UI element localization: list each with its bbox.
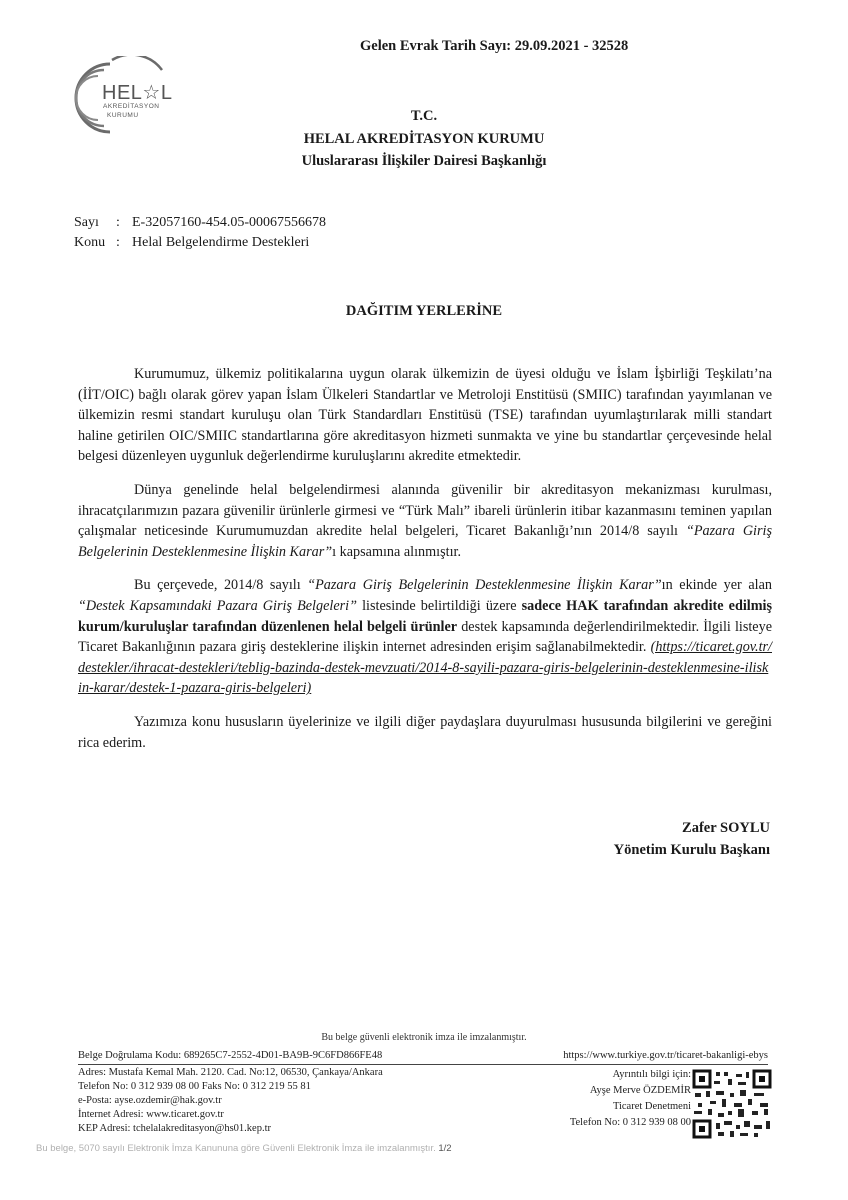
incoming-document-stamp: Gelen Evrak Tarih Sayı: 29.09.2021 - 32528	[360, 38, 629, 54]
signatory-title: Yönetim Kurulu Başkanı	[613, 842, 770, 858]
verification-code: Belge Doğrulama Kodu: 689265C7-2552-4D01-BA9B-9C6FD866FE48	[78, 1050, 383, 1061]
footer-phone-fax: Telefon No: 0 312 939 08 00 Faks No: 0 312 219 55 81	[78, 1081, 311, 1092]
paragraph-4: Yazımıza konu hususların üyelerinize ve ilgili diğer paydaşlara duyurulması hususunda bilgilerini ve gereğini rica ederim.	[78, 713, 772, 751]
logo-subtitle-1: AKREDİTASYON	[103, 103, 160, 110]
header-institution: HELAL AKREDİTASYON KURUMU	[303, 131, 545, 147]
legal-footnote: Bu belge, 5070 sayılı Elektronik İmza Kanununa göre Güvenli Elektronik İmza ile imzalanmıştır. 1/2	[36, 1143, 452, 1154]
page-number: 1/2	[438, 1143, 452, 1154]
paragraph-3: Bu çerçevede, 2014/8 sayılı “Pazara Giriş Belgelerinin Desteklenmesine İlişkin Karar”ın ekinde yer alan “Destek Kapsamındaki Pazara Giriş Belgeleri” listesinde belirtildiği üzere sadece HAK tarafından akredite edilmiş kurum/kuruluşlar tarafından düzenlenen helal belgeli ürünler destek kapsamında değerlendirilmektedir. İlgili listeye Ticaret Bakanlığının pazara giriş desteklerine ilişkin internet adresinden erişim sağlanabilmektedir. (https://ticaret.gov.tr/destekler/ihracat-destekleri/teblig-bazinda-destek-mevzuati/2014-8-sayili-pazara-giris-belgelerinin-desteklenmesine-iliskin-karar/destek-1-pazara-giris-belgeleri)	[78, 577, 773, 697]
letter-body	[78, 364, 772, 766]
konu-value: Helal Belgelendirme Destekleri	[132, 235, 310, 250]
sayi-label: Sayı	[74, 215, 99, 230]
footer-kep: KEP Adresi: tchelalakreditasyon@hs01.kep.tr	[78, 1123, 271, 1134]
footer-website: İnternet Adresi: www.ticaret.gov.tr	[78, 1109, 224, 1120]
konu-label: Konu	[74, 235, 106, 250]
footer-address: Adres: Mustafa Kemal Mah. 2120. Cad. No:12, 06530, Çankaya/Ankara	[78, 1067, 383, 1078]
info-phone: Telefon No: 0 312 939 08 00	[569, 1117, 691, 1128]
esign-note: Bu belge güvenli elektronik imza ile imzalanmıştır.	[321, 1032, 527, 1043]
info-unit: Ticaret Denetmeni	[612, 1101, 691, 1112]
header-department: Uluslararası İlişkiler Dairesi Başkanlığı	[301, 153, 547, 169]
paragraph-2: Dünya genelinde helal belgelendirmesi alanında güvenilir bir akreditasyon mekanizması kurulması, ihracatçılarımızın pazara güvenilir ürünlerle girmesi ve “Türk Malı” ibareli ürünlerin itibar kazanmasını teminen yapılan çalışmalar neticesinde Kurumumuzdan akredite helal belgeleri, Ticaret Bakanlığı’nın 2014/8 sayılı “Pazara Giriş Belgelerinin Desteklenmesine İlişkin Karar”ı kapsamına alınmıştır.	[78, 481, 772, 560]
meta-sayi: Sayı : E-32057160-454.05-00067556678	[74, 215, 327, 230]
highlight-bold: sadece HAK tarafından akredite edilmiş kurum/kuruluşlar tarafından düzenlenen helal belgeli ürünler	[78, 597, 773, 635]
paragraph-1: Kurumumuz, ülkemiz politikalarına uygun olarak ülkemizin de üyesi olduğu ve İslam İşbirliği Teşkilatı’na (İİT/OIC) bağlı olarak görev yapan İslam Ülkeleri Standartlar ve Metroloji Enstitüsü (SMIIC) tarafından yayımlanan ve ülkemizin resmi standart kuruluşu olan Türk Standardları Enstitüsü (TSE) tarafından uyumlaştırılarak milli standart haline getirilen OIC/SMIIC standartlarına göre akreditasyon hizmeti sunmakta ve yine bu standartlar çerçevesinde helal belgesi düzenleyen uygunluk değerlendirme kuruluşlarını akredite etmektedir.	[78, 366, 772, 465]
sayi-value: E-32057160-454.05-00067556678	[132, 215, 327, 230]
meta-konu: Konu : Helal Belgelendirme Destekleri	[74, 235, 310, 250]
logo-wordmark: HEL☆L	[102, 82, 173, 104]
logo-subtitle-2: KURUMU	[107, 112, 139, 119]
footer-divider	[78, 1064, 768, 1065]
ministry-link[interactable]: (https://ticaret.gov.tr/destekler/ihracat-destekleri/teblig-bazinda-destek-mevzuati/2014-8-sayili-pazara-giris-belgelerinin-desteklenmesine-iliskin-karar/destek-1-pazara-giris-belgeleri)	[78, 639, 772, 697]
qr-code-icon	[692, 1069, 772, 1139]
verification-url[interactable]: https://www.turkiye.gov.tr/ticaret-bakanligi-ebys	[563, 1050, 768, 1061]
header-tc: T.C.	[410, 108, 438, 124]
info-person: Ayşe Merve ÖZDEMİR	[589, 1085, 691, 1096]
info-label: Ayrıntılı bilgi için:	[612, 1069, 691, 1080]
distribution-heading: DAĞITIM YERLERİNE	[345, 303, 503, 319]
footer-email: e-Posta: ayse.ozdemir@hak.gov.tr	[78, 1095, 222, 1106]
signatory-name: Zafer SOYLU	[682, 820, 770, 836]
